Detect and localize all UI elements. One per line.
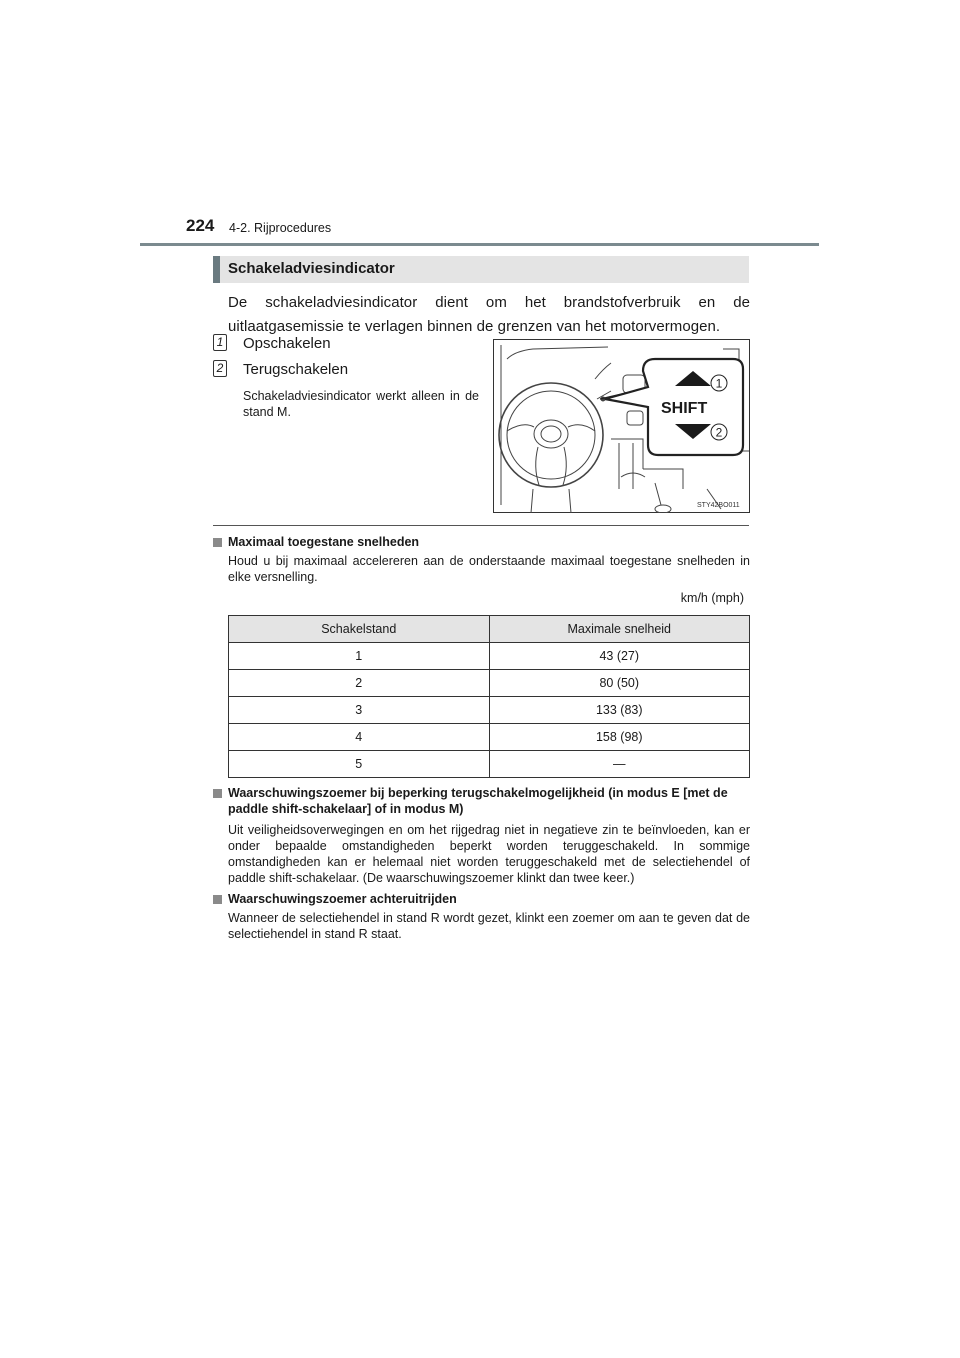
downshift-warning-text: Uit veiligheidsoverwegingen en om het rijgedrag niet in negatieve zin te beïnvloeden, kan er onder bepaalde omstandigheden beperkt worden teruggeschakeld. In sommige omstandigheden kan er helemaal niet worden teruggeschakeld met de selectiehendel of paddle shift-schakelaar. (De waarschuwingszoemer klinkt dan twee keer.) <box>228 823 750 885</box>
shift-indicator-figure <box>493 339 750 513</box>
speed-table <box>228 615 750 778</box>
table-header-row <box>229 616 750 643</box>
note-text: Schakeladviesindicator werkt alleen in de stand M. <box>243 389 479 419</box>
column-header: Maximale snelheid <box>489 616 750 643</box>
speed-cell: — <box>489 751 750 778</box>
figure-code: STY42BO011 <box>697 502 740 509</box>
chapter-title: 4-2. Rijprocedures <box>229 221 332 235</box>
speed-cell: 80 (50) <box>489 670 750 697</box>
table-row <box>229 751 750 778</box>
table-row <box>229 670 750 697</box>
intro-paragraph: De schakeladviesindicator dient om het brandstofverbruik en de uitlaatgasemissie te verlagen binnen de grenzen van het motorvermogen. <box>228 294 750 335</box>
table-row <box>229 724 750 751</box>
table-row <box>229 643 750 670</box>
speed-cell: 133 (83) <box>489 697 750 724</box>
callout-number: 1 <box>715 376 723 391</box>
speeds-heading: Maximaal toegestane snelheden <box>228 535 420 549</box>
item-number-badge: 1 <box>213 334 227 351</box>
gear-cell: 3 <box>229 697 490 724</box>
gear-cell: 1 <box>229 643 490 670</box>
reverse-warning-heading: Waarschuwingszoemer achteruitrijden <box>228 892 457 906</box>
gear-cell: 5 <box>229 751 490 778</box>
item-label-upshift: Opschakelen <box>243 335 331 352</box>
gear-cell: 2 <box>229 670 490 697</box>
gear-cell: 4 <box>229 724 490 751</box>
item-number-badge: 2 <box>213 360 227 377</box>
section-title: Schakeladviesindicator <box>228 260 395 277</box>
reverse-warning-text: Wanneer de selectiehendel in stand R wordt gezet, klinkt een zoemer om aan te geven dat de selectiehendel in stand R staat. <box>228 911 750 941</box>
speeds-text: Houd u bij maximaal accelereren aan de onderstaande maximaal toegestane snelheden in elke versnelling. <box>228 554 750 584</box>
section-divider <box>213 525 749 526</box>
page-number: 224 <box>186 216 215 235</box>
downshift-warning-heading: Waarschuwingszoemer bij beperking terugschakelmogelijkheid (in modus E [met de paddle shift-schakelaar] of in modus M) <box>228 786 728 816</box>
section-title-bar <box>213 256 749 283</box>
speed-cell: 158 (98) <box>489 724 750 751</box>
speed-cell: 43 (27) <box>489 643 750 670</box>
unit-label: km/h (mph) <box>680 591 744 605</box>
item-label-downshift: Terugschakelen <box>243 361 349 378</box>
bullet-square-icon <box>213 895 222 904</box>
callout-number: 2 <box>715 425 723 440</box>
column-header: Schakelstand <box>229 616 490 643</box>
header-rule <box>140 243 819 246</box>
bullet-square-icon <box>213 789 222 798</box>
shift-label: SHIFT <box>661 400 708 417</box>
table-row <box>229 697 750 724</box>
bullet-square-icon <box>213 538 222 547</box>
